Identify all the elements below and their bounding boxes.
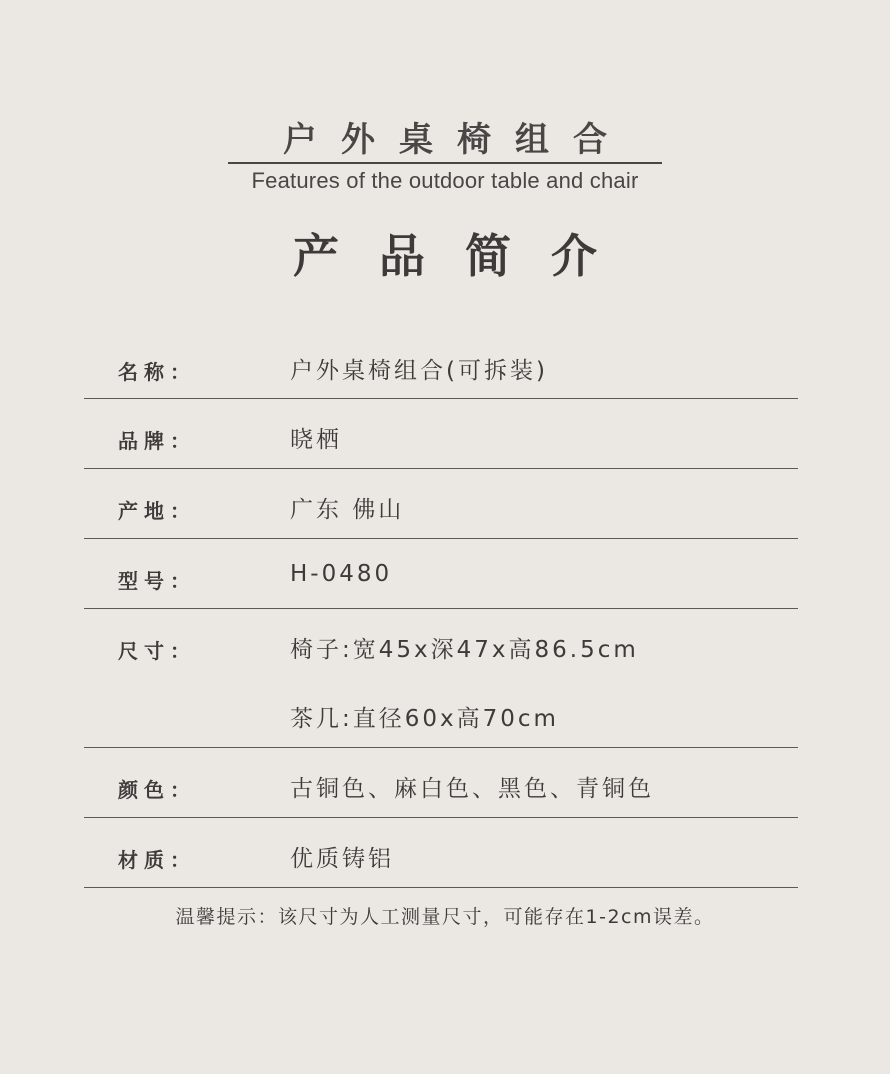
spec-label: 型号： [118, 569, 196, 593]
spec-label: 品牌： [118, 429, 196, 453]
spec-row-brand [84, 399, 798, 469]
spec-value: 椅子:宽45x深47x高86.5cm [290, 637, 639, 663]
spec-table [84, 330, 798, 888]
spec-value: 优质铸铝 [290, 846, 394, 872]
spec-value: 广东 佛山 [290, 497, 405, 523]
spec-value: 茶几:直径60x高70cm [290, 706, 559, 732]
title-en: Features of the outdoor table and chair [251, 168, 639, 193]
spec-row-size [84, 609, 798, 748]
title-divider [228, 162, 662, 164]
spec-value: 晓栖 [290, 427, 342, 453]
spec-row-origin [84, 469, 798, 539]
spec-label: 产地： [118, 499, 196, 523]
spec-label: 尺寸： [118, 639, 196, 663]
spec-row-model [84, 539, 798, 609]
spec-label: 材质： [118, 848, 196, 872]
spec-row-material [84, 818, 798, 888]
spec-value: 古铜色、麻白色、黑色、青铜色 [290, 776, 654, 802]
spec-value: H-0480 [290, 561, 393, 587]
section-title: 产品简介 [293, 229, 637, 283]
spec-label: 名称： [118, 360, 196, 384]
spec-row-color [84, 748, 798, 818]
spec-row-name [84, 330, 798, 399]
spec-label: 颜色： [118, 778, 196, 802]
spec-value: 户外桌椅组合(可拆装) [290, 358, 548, 384]
measurement-note: 温馨提示：该尺寸为人工测量尺寸，可能存在1-2cm误差。 [175, 906, 715, 928]
title-cn: 户外桌椅组合 [283, 120, 631, 160]
